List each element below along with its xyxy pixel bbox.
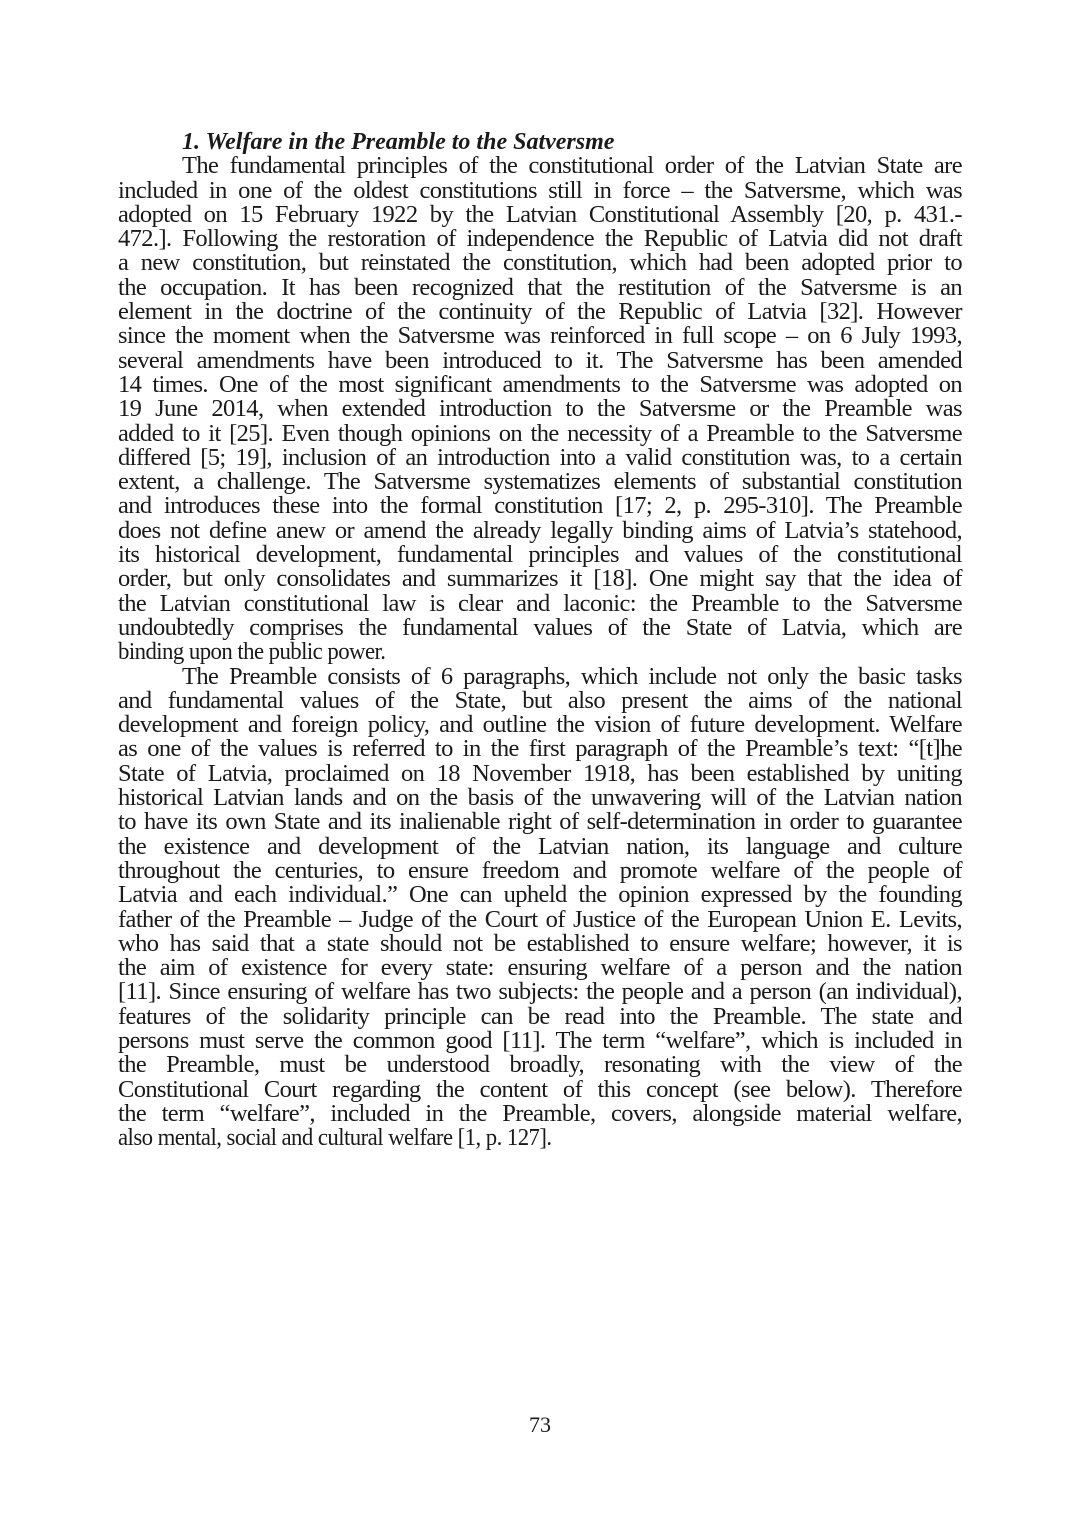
text-line: features of the solidarity principle can be read into the Preamble. The state and bbox=[118, 1002, 962, 1030]
text-line: its historical development, fundamental principles and values of the constitutional bbox=[118, 541, 962, 569]
body-text bbox=[118, 154, 962, 1150]
text-line: development and foreign policy, and outline the vision of future development. Welfare bbox=[118, 711, 962, 739]
page-number: 73 bbox=[529, 1412, 551, 1437]
text-line: throughout the centuries, to ensure freedom and promote welfare of the people of bbox=[118, 856, 962, 884]
text-line: 472.]. Following the restoration of independence the Republic of Latvia did not draft bbox=[118, 225, 962, 253]
text-line: as one of the values is referred to in the first paragraph of the Preamble’s text: “[t]he bbox=[118, 735, 962, 763]
document-page bbox=[118, 130, 962, 1150]
text-line: 14 times. One of the most significant amendments to the Satversme was adopted on bbox=[118, 370, 962, 398]
text-line: adopted on 15 February 1922 by the Latvian Constitutional Assembly [20, p. 431.- bbox=[118, 200, 962, 228]
text-line: undoubtedly comprises the fundamental values of the State of Latvia, which are bbox=[118, 613, 962, 641]
text-line: The fundamental principles of the constitutional order of the Latvian State are bbox=[182, 152, 962, 180]
text-line: The Preamble consists of 6 paragraphs, which include not only the basic tasks bbox=[182, 662, 962, 690]
text-line: also mental, social and cultural welfare [1, p. 127]. bbox=[118, 1124, 552, 1152]
text-line: added to it [25]. Even though opinions on the necessity of a Preamble to the Satversme bbox=[118, 419, 962, 447]
text-line: historical Latvian lands and on the basis of the unwavering will of the Latvian nation bbox=[118, 784, 962, 812]
text-line: Constitutional Court regarding the content of this concept (see below). Therefore bbox=[118, 1075, 962, 1103]
text-line: to have its own State and its inalienable right of self-determination in order to guarantee bbox=[118, 808, 962, 836]
text-line: does not define anew or amend the already legally binding aims of Latvia’s statehood, bbox=[118, 516, 962, 544]
text-line: who has said that a state should not be established to ensure welfare; however, it is bbox=[118, 929, 962, 957]
text-line: the Latvian constitutional law is clear and laconic: the Preamble to the Satversme bbox=[118, 589, 962, 617]
text-line: State of Latvia, proclaimed on 18 November 1918, has been established by uniting bbox=[118, 759, 962, 787]
text-line: [11]. Since ensuring of welfare has two subjects: the people and a person (an individual), bbox=[118, 978, 962, 1006]
text-line: order, but only consolidates and summarizes it [18]. One might say that the idea of bbox=[118, 565, 962, 593]
text-line: and fundamental values of the State, but also present the aims of the national bbox=[118, 686, 962, 714]
text-line: the Preamble, must be understood broadly, resonating with the view of the bbox=[118, 1051, 962, 1079]
text-line: since the moment when the Satversme was reinforced in full scope – on 6 July 1993, bbox=[118, 322, 962, 350]
text-line: the existence and development of the Latvian nation, its language and culture bbox=[118, 832, 962, 860]
text-line: extent, a challenge. The Satversme systematizes elements of substantial constitution bbox=[118, 468, 962, 496]
text-line: the term “welfare”, included in the Preamble, covers, alongside material welfare, bbox=[118, 1099, 962, 1127]
text-line: several amendments have been introduced to it. The Satversme has been amended bbox=[118, 346, 962, 374]
text-line: father of the Preamble – Judge of the Court of Justice of the European Union E. Levits, bbox=[118, 905, 962, 933]
paragraph bbox=[118, 662, 962, 1152]
text-line: Latvia and each individual.” One can upheld the opinion expressed by the founding bbox=[118, 881, 962, 909]
text-line: element in the doctrine of the continuity of the Republic of Latvia [32]. However bbox=[118, 298, 962, 326]
section-heading: 1. Welfare in the Preamble to the Satversme bbox=[182, 129, 615, 155]
text-line: the occupation. It has been recognized that the restitution of the Satversme is an bbox=[118, 273, 962, 301]
text-line: 19 June 2014, when extended introduction to the Satversme or the Preamble was bbox=[118, 395, 962, 423]
text-line: binding upon the public power. bbox=[118, 638, 386, 666]
text-line: included in one of the oldest constitutions still in force – the Satversme, which was bbox=[118, 176, 962, 204]
text-line: the aim of existence for every state: ensuring welfare of a person and the nation bbox=[118, 954, 962, 982]
text-line: differed [5; 19], inclusion of an introduction into a valid constitution was, to a certain bbox=[118, 443, 962, 471]
text-line: persons must serve the common good [11]. The term “welfare”, which is included in bbox=[118, 1026, 962, 1054]
text-line: a new constitution, but reinstated the constitution, which had been adopted prior to bbox=[118, 249, 962, 277]
text-line: and introduces these into the formal constitution [17; 2, p. 295-310]. The Preamble bbox=[118, 492, 962, 520]
paragraph bbox=[118, 154, 962, 664]
